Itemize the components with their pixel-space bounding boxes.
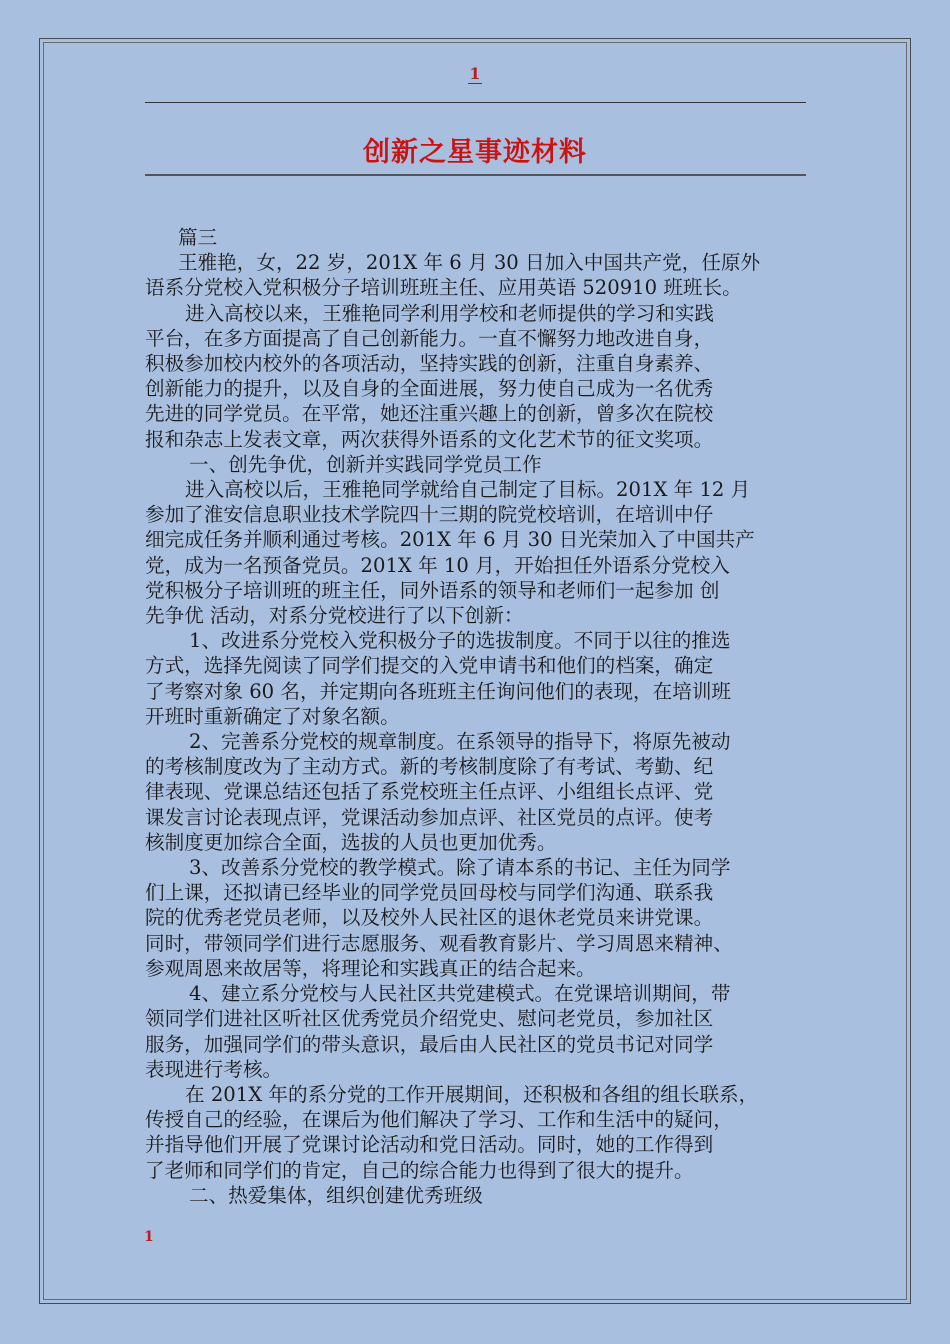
header-page-number — [0, 64, 950, 83]
document-title: 创新之星事迹材料 — [363, 137, 587, 168]
body-line: 王雅艳，女，22 岁，201X 年 6 月 30 日加入中国共产党，任原外 — [178, 251, 761, 275]
header-page-number-text: 1 — [469, 64, 481, 83]
body-line: 参观周恩来故居等，将理论和实践真正的结合起来。 — [145, 956, 596, 980]
body-line: 创新能力的提升，以及自身的全面进展，努力使自己成为一名优秀 — [145, 377, 714, 401]
body-line: 语系分党校入党积极分子培训班班主任、应用英语 520910 班班长。 — [145, 276, 742, 300]
footer-page-number: 1 — [144, 1229, 154, 1245]
body-line: 方式，选择先阅读了同学们提交的入党申请书和他们的档案，确定 — [145, 654, 714, 678]
body-line: 表现进行考核。 — [145, 1057, 283, 1081]
body-line: 进入高校以来，王雅艳同学利用学校和老师提供的学习和实践 — [185, 301, 715, 325]
body-line: 了考察对象 60 名，并定期向各班班主任询问他们的表现，在培训班 — [145, 679, 732, 703]
body-line: 先争优 活动，对系分党校进行了以下创新： — [145, 604, 524, 628]
body-line: 1、改进系分党校入党积极分子的选拔制度。不同于以往的推选 — [189, 629, 731, 653]
body-line: 的考核制度改为了主动方式。新的考核制度除了有考试、考勤、纪 — [145, 755, 714, 779]
body-line: 3、改善系分党校的教学模式。除了请本系的书记、主任为同学 — [189, 856, 731, 880]
body-line: 核制度更加综合全面，选拔的人员也更加优秀。 — [145, 830, 557, 854]
body-line: 参加了淮安信息职业技术学院四十三期的院党校培训，在培训中仔 — [145, 503, 714, 527]
body-line: 同时，带领同学们进行志愿服务、观看教育影片、学习周恩来精神、 — [145, 931, 733, 955]
body-line: 先进的同学党员。在平常，她还注重兴趣上的创新，曾多次在院校 — [145, 402, 714, 426]
body-line: 2、完善系分党校的规章制度。在系领导的指导下，将原先被动 — [189, 730, 731, 754]
body-line: 进入高校以后，王雅艳同学就给自己制定了目标。201X 年 12 月 — [185, 478, 751, 502]
body-line: 在 201X 年的系分党的工作开展期间，还积极和各组的组长联系， — [185, 1082, 759, 1106]
body-line: 领同学们进社区听社区优秀党员介绍党史、慰问老党员，参加社区 — [145, 1007, 714, 1031]
body-line: 一、创先争优，创新并实践同学党员工作 — [189, 452, 542, 476]
body-line: 了老师和同学们的肯定，自己的综合能力也得到了很大的提升。 — [145, 1158, 694, 1182]
body-line: 开班时重新确定了对象名额。 — [145, 704, 400, 728]
body-line: 篇三 — [178, 226, 218, 249]
title-divider — [145, 174, 806, 176]
body-line: 院的优秀老党员老师，以及校外人民社区的退休老党员来讲党课。 — [145, 906, 714, 930]
body-line: 平台，在多方面提高了自己创新能力。一直不懈努力地改进自身， — [145, 326, 714, 350]
body-line: 课发言讨论表现点评，党课活动参加点评、社区党员的点评。使考 — [145, 805, 714, 829]
body-line: 4、建立系分党校与人民社区共党建模式。在党课培训期间，带 — [189, 982, 731, 1006]
body-line: 报和杂志上发表文章，两次获得外语系的文化艺术节的征文奖项。 — [145, 427, 714, 451]
body-line: 积极参加校内校外的各项活动，坚持实践的创新，注重自身素养、 — [145, 352, 714, 376]
document-body — [145, 225, 810, 1208]
body-line: 并指导他们开展了党课讨论活动和党日活动。同时，她的工作得到 — [145, 1133, 714, 1157]
body-line: 传授自己的经验，在课后为他们解决了学习、工作和生活中的疑问， — [145, 1108, 733, 1132]
body-line: 律表现、党课总结还包括了系党校班主任点评、小组组长点评、党 — [145, 780, 714, 804]
body-line: 二、热爱集体，组织创建优秀班级 — [189, 1183, 483, 1207]
body-line: 服务，加强同学们的带头意识，最后由人民社区的党员书记对同学 — [145, 1032, 714, 1056]
body-line: 们上课，还拟请已经毕业的同学党员回母校与同学们沟通、联系我 — [145, 881, 714, 905]
body-line: 细完成任务并顺利通过考核。201X 年 6 月 30 日光荣加入了中国共产 — [145, 528, 755, 552]
body-line: 党积极分子培训班的班主任，同外语系的领导和老师们一起参加 创 — [145, 578, 720, 602]
body-line: 党，成为一名预备党员。201X 年 10 月，开始担任外语系分党校入 — [145, 553, 730, 577]
header-divider — [145, 102, 806, 103]
